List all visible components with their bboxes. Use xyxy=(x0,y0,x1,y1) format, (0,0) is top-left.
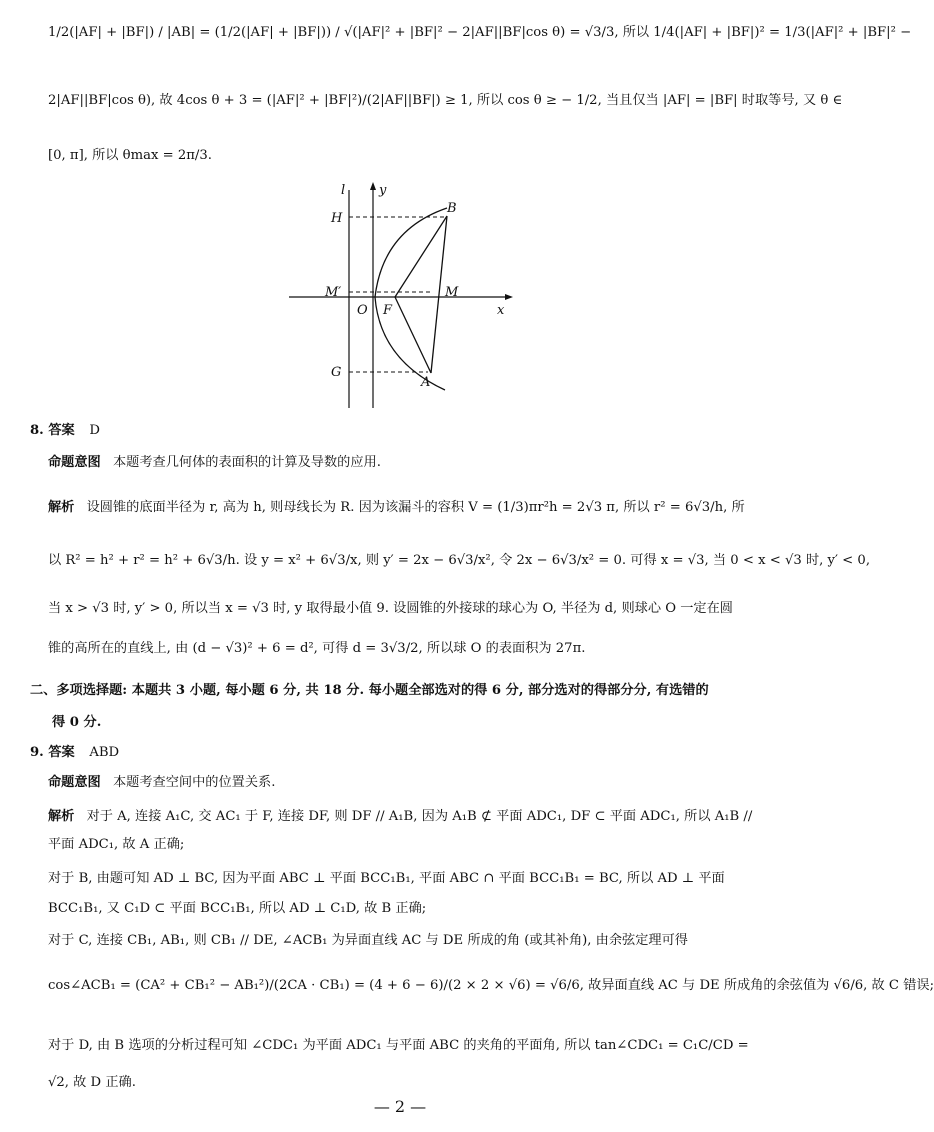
q8-header-line xyxy=(30,420,776,442)
label-H: H xyxy=(331,211,343,226)
q8-analysis-label: 解析 xyxy=(48,500,75,515)
q8-intent-label: 命题意图 xyxy=(48,455,101,470)
q9-analysis-label: 解析 xyxy=(48,809,75,824)
q9-analysis-text-1: 对于 A, 连接 A₁C, 交 AC₁ 于 F, 连接 DF, 则 DF // A₁B, 因为 A₁B ⊄ 平面 ADC₁, DF ⊂ 平面 ADC₁, 所以 A₁B // xyxy=(86,809,753,824)
label-G: G xyxy=(331,365,342,380)
q8-answer: D xyxy=(89,423,100,438)
label-l: l xyxy=(341,183,346,198)
q9-analysis-line-6: cos∠ACB₁ = (CA² + CB₁² − AB₁²)/(2CA · CB₁) = (4 + 6 − 6)/(2 × 2 × √6) = √6/6, 故异面直线 AC 与 DE 所成角的余弦值为 √6/6, 故 C 错误; xyxy=(48,978,934,993)
q9-analysis-line-2: 平面 ADC₁, 故 A 正确; xyxy=(48,837,185,852)
q9-analysis-line-8: √2, 故 D 正确. xyxy=(48,1075,136,1090)
q8-intent: 本题考查几何体的表面积的计算及导数的应用. xyxy=(112,455,381,470)
q9-intent: 本题考查空间中的位置关系. xyxy=(112,775,276,790)
label-M-prime: M′ xyxy=(325,285,342,300)
q8-analysis-text-1: 设圆锥的底面半径为 r, 高为 h, 则母线长为 R. 因为该漏斗的容积 V = (1/3)πr²h = 2√3 π, 所以 r² = 6√3/h, 所 xyxy=(86,500,745,515)
q9-header-line xyxy=(30,742,776,764)
q9-intent-label: 命题意图 xyxy=(48,775,101,790)
label-B: B xyxy=(447,201,457,216)
label-O: O xyxy=(357,303,368,318)
q8-intent-line xyxy=(48,452,776,474)
label-M: M xyxy=(445,285,459,300)
q8-analysis-line-1 xyxy=(48,497,776,519)
q9-analysis-line-4: BCC₁B₁, 又 C₁D ⊂ 平面 BCC₁B₁, 所以 AD ⊥ C₁D, 故 B 正确; xyxy=(48,901,427,916)
label-y: y xyxy=(379,183,387,198)
parabola-figure xyxy=(285,180,525,412)
y-axis-arrow xyxy=(370,182,376,190)
segment-FB xyxy=(395,216,447,297)
label-F: F xyxy=(383,303,393,318)
q9-intent-line xyxy=(48,772,776,794)
q9-analysis-line-7: 对于 D, 由 B 选项的分析过程可知 ∠CDC₁ 为平面 ADC₁ 与平面 ABC 的夹角的平面角, 所以 tan∠CDC₁ = C₁C/CD = xyxy=(48,1038,749,1053)
q9-analysis-line-5: 对于 C, 连接 CB₁, AB₁, 则 CB₁ // DE, ∠ACB₁ 为异面直线 AC 与 DE 所成的角 (或其补角), 由余弦定理可得 xyxy=(48,933,688,948)
q9-header: 9. 答案 xyxy=(30,745,75,760)
label-x: x xyxy=(497,303,505,318)
q8-header: 8. 答案 xyxy=(30,423,75,438)
top-line-1: 1/2(|AF| + |BF|) / |AB| = (1/2(|AF| + |BF|)) / √(|AF|² + |BF|² − 2|AF||BF|cos θ) = √3/3, 所以 1/4(|AF| + |BF|)² = 1/3(|AF|² + |BF|² − xyxy=(48,25,912,40)
q9-analysis-line-1 xyxy=(48,806,776,828)
q8-analysis-line-3: 当 x > √3 时, y′ > 0, 所以当 x = √3 时, y 取得最小值 9. 设圆锥的外接球的球心为 O, 半径为 d, 则球心 O 一定在圆 xyxy=(48,601,733,616)
q8-analysis-line-4: 锥的高所在的直线上, 由 (d − √3)² + 6 = d², 可得 d = 3√3/2, 所以球 O 的表面积为 27π. xyxy=(48,641,586,656)
segment-FA xyxy=(395,297,431,373)
x-axis-arrow xyxy=(505,294,513,300)
section2-title-line-1: 二、多项选择题: 本题共 3 小题, 每小题 6 分, 共 18 分. 每小题全部选对的得 6 分, 部分选对的得部分分, 有选错的 xyxy=(30,683,709,698)
page-number: — 2 — xyxy=(373,1097,427,1116)
parabola-curve xyxy=(375,208,447,390)
top-line-3: [0, π], 所以 θmax = 2π/3. xyxy=(48,148,212,163)
top-line-2: 2|AF||BF|cos θ), 故 4cos θ + 3 = (|AF|² + |BF|²)/(2|AF||BF|) ≥ 1, 所以 cos θ ≥ − 1/2, 当且仅当 |AF| = |BF| 时取等号, 又 θ ∈ xyxy=(48,93,843,108)
q9-analysis-line-3: 对于 B, 由题可知 AD ⊥ BC, 因为平面 ABC ⊥ 平面 BCC₁B₁, 平面 ABC ∩ 平面 BCC₁B₁ = BC, 所以 AD ⊥ 平面 xyxy=(48,871,725,886)
label-A: A xyxy=(421,375,431,390)
section2-title-line-2: 得 0 分. xyxy=(52,715,102,730)
q9-answer: ABD xyxy=(89,745,120,760)
q8-analysis-line-2: 以 R² = h² + r² = h² + 6√3/h. 设 y = x² + 6√3/x, 则 y′ = 2x − 6√3/x², 令 2x − 6√3/x² = 0. 可得 x = √3, 当 0 < x < √3 时, y′ < 0, xyxy=(48,553,871,568)
